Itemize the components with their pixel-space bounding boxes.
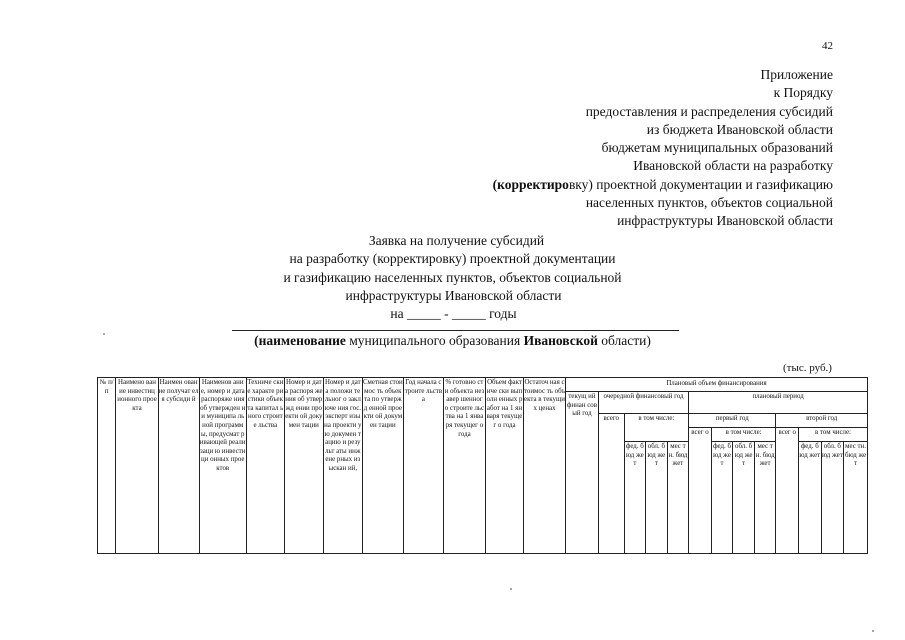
muni-middle: муниципального образования	[345, 333, 524, 348]
appendix-bold-fragment: (корректиро	[492, 176, 569, 192]
title-line: и газификацию населенных пунктов, объектов социальной	[283, 269, 622, 285]
page-number: 42	[822, 40, 833, 52]
col-readiness-header: % готовно сти объекта незавер шенног о строите льства на 1 января текущег о года	[443, 378, 485, 554]
plan-period-header: плановый период	[689, 392, 868, 414]
title-line: на разработку (корректировку) проектной документации	[289, 251, 616, 267]
plan-financing-header: Плановый объем финансирования	[566, 378, 868, 392]
scan-speck	[872, 630, 874, 632]
next-year-fed-header: фед. бюд жет	[624, 442, 646, 554]
first-year-total-header: всег о	[689, 428, 712, 554]
col-specs-header: Техниче ские характе ристики объекта капитал ьного строите льства	[246, 378, 284, 554]
scan-speck	[103, 333, 105, 335]
appendix-line: бюджетам муниципальных образований	[601, 140, 833, 156]
second-year-header: второй год	[776, 414, 868, 428]
appendix-line	[413, 176, 833, 194]
appendix-line: Приложение	[760, 67, 833, 82]
appendix-line: населенных пунктов, объектов социальной	[585, 195, 833, 211]
appendix-line: предоставления и распределения субсидий	[585, 103, 833, 119]
title-line: инфраструктуры Ивановской области	[345, 287, 562, 303]
col-recipient-header: Наимен ование получат еля субсиди й	[158, 378, 199, 554]
muni-bold-right: Ивановской	[523, 333, 598, 348]
first-year-reg-header: обл. бюд жет	[733, 442, 755, 554]
next-year-header: очередной финансовый год	[598, 392, 688, 414]
col-expertise-header: Номер и дата положи тельног о заключе ния гос. эксперт изы на проекти ую докумен тацию и результ аты инжене рных изыскан ий,	[323, 378, 362, 554]
muni-tail: области)	[597, 333, 651, 348]
title-line: Заявка на получение субсидий	[368, 233, 545, 248]
second-year-total-header: всег о	[776, 428, 799, 554]
muni-bold-left: (наименование	[254, 333, 346, 348]
first-year-header: первый год	[689, 414, 776, 428]
col-investment-header: Наимено вание инвестиц ионного проекта	[116, 378, 158, 554]
appendix-line: Ивановской области на разработку	[633, 158, 833, 174]
scan-speck	[510, 588, 512, 590]
document-title	[0, 232, 905, 323]
appendix-line: к Порядку	[773, 85, 833, 101]
appendix-line-rest: вку) проектной документации и газификацию	[568, 176, 833, 192]
next-year-incl-header: в том числе:	[624, 414, 689, 442]
municipality-caption	[0, 333, 905, 349]
municipality-name-underline	[232, 330, 679, 331]
col-approval-header: Номер и дата распоря жения об утвержд ении проекти ой докумен тации	[284, 378, 323, 554]
col-num-header: № п/п	[98, 378, 116, 554]
appendix-line: инфраструктуры Ивановской области	[617, 213, 833, 229]
first-year-mun-header: мес тн. бюд жет	[754, 442, 776, 554]
col-actual-header: Объем фактиче ски выполн енных работ на 1 января текущег о года	[485, 378, 523, 554]
col-program-header: Наименов ание, номер и дата распоряже ния об утвержден ии муниципа льной программ ы, предусмат ривающей реализаци ю инвестици онных проектов	[199, 378, 246, 554]
current-year-header: текущ ий финан совый год	[566, 392, 599, 554]
second-year-reg-header: обл. бюд жет	[821, 442, 844, 554]
col-start-year-header: Год начала строите льства	[403, 378, 443, 554]
col-estimate-header: Сметная стоимос ть объекта по утвержд енной проекти ой докумен тации	[362, 378, 403, 554]
first-year-incl-header: в том числе:	[711, 428, 776, 442]
units-label: (тыс. руб.)	[783, 362, 832, 374]
next-year-mun-header: мес тн. бюд жет	[667, 442, 689, 554]
next-year-reg-header: обл. бюд жет	[646, 442, 668, 554]
second-year-incl-header: в том числе:	[798, 428, 867, 442]
second-year-fed-header: фед. бюд жет	[798, 442, 821, 554]
second-year-mun-header: мес тн. бюд жет	[844, 442, 868, 554]
col-remaining-header: Остаточ ная стоимос ть объекта в текущи х ценах	[523, 378, 565, 554]
first-year-fed-header: фед. бюд жет	[711, 442, 733, 554]
subsidy-request-table	[97, 377, 868, 554]
appendix-line: из бюджета Ивановской области	[646, 121, 833, 137]
next-year-total-header: всего	[598, 414, 624, 554]
title-years-line: на _____ - _____ годы	[390, 306, 517, 322]
appendix-heading	[413, 66, 833, 231]
